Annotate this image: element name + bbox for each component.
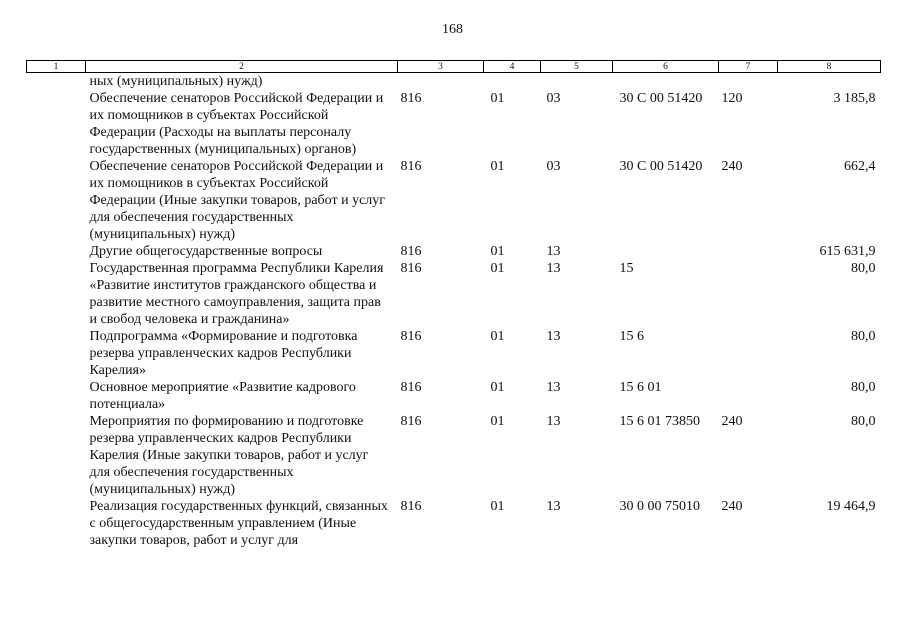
target-article-code: 15 6	[619, 329, 644, 344]
section-code: 01	[490, 159, 505, 174]
section-code: 01	[490, 244, 505, 259]
section-code: 01	[490, 329, 505, 344]
row-number-cell	[27, 413, 86, 498]
item-description: Другие общегосударственные вопросы	[89, 244, 323, 259]
expense-type-code: 120	[721, 91, 743, 106]
row-number-cell	[27, 90, 86, 158]
section-code: 01	[490, 261, 505, 276]
subsection-code: 13	[546, 414, 561, 429]
budget-table	[26, 60, 881, 549]
header-col-5: 5	[541, 61, 613, 73]
expense-type-code	[719, 379, 778, 413]
row-number-cell	[27, 243, 86, 260]
header-col-2: 2	[86, 61, 398, 73]
ministry-code: 816	[400, 380, 422, 395]
target-article-code: 15 6 01 73850	[619, 414, 700, 429]
amount: 80,0	[851, 329, 876, 344]
expense-type-code	[719, 260, 778, 328]
item-description: Мероприятия по формированию и подготовке резерва управленческих кадров Республики Карелия (Иные закупки товаров, работ и услуг для обеспечения государственных (муниципальных) нужд)	[89, 414, 369, 497]
ministry-code: 816	[400, 159, 422, 174]
target-article-code	[613, 73, 719, 91]
table-row	[27, 73, 881, 91]
target-article-code: 30 0 00 75010	[619, 499, 700, 514]
table-row	[27, 328, 881, 379]
ministry-code: 816	[400, 261, 422, 276]
row-number-cell	[27, 73, 86, 91]
item-description: Основное мероприятие «Развитие кадрового потенциала»	[89, 380, 356, 412]
page-number: 168	[442, 22, 463, 37]
section-code: 01	[490, 380, 505, 395]
item-description: Обеспечение сенаторов Российской Федерации и их помощников в субъектах Российской Федерации (Расходы на выплаты персоналу государственных (муниципальных) органов)	[89, 91, 384, 157]
row-number-cell	[27, 379, 86, 413]
amount: 662,4	[844, 159, 876, 174]
target-article-code	[613, 243, 719, 260]
header-col-1: 1	[27, 61, 86, 73]
subsection-code: 13	[546, 244, 561, 259]
table-row	[27, 243, 881, 260]
expense-type-code	[719, 328, 778, 379]
ministry-code: 816	[400, 329, 422, 344]
subsection-code: 03	[546, 159, 561, 174]
target-article-code: 30 С 00 51420	[619, 159, 703, 174]
ministry-code: 816	[400, 414, 422, 429]
header-col-4: 4	[484, 61, 541, 73]
amount: 615 631,9	[819, 244, 876, 259]
section-code: 01	[490, 414, 505, 429]
table-row	[27, 260, 881, 328]
target-article-code: 15	[619, 261, 634, 276]
expense-type-code: 240	[721, 499, 743, 514]
subsection-code	[541, 73, 613, 91]
item-description: Обеспечение сенаторов Российской Федерации и их помощников в субъектах Российской Федерации (Иные закупки товаров, работ и услуг для обеспечения государственных (муниципальных) нужд)	[89, 159, 386, 242]
expense-type-code: 240	[721, 414, 743, 429]
ministry-code	[398, 73, 484, 91]
amount: 3 185,8	[833, 91, 876, 106]
row-number-cell	[27, 328, 86, 379]
header-col-8: 8	[778, 61, 881, 73]
subsection-code: 13	[546, 380, 561, 395]
table-row	[27, 158, 881, 243]
expense-type-code	[719, 243, 778, 260]
row-number-cell	[27, 158, 86, 243]
section-code: 01	[490, 91, 505, 106]
amount: 80,0	[851, 414, 876, 429]
item-description: ных (муниципальных) нужд)	[89, 74, 263, 89]
section-code	[484, 73, 541, 91]
ministry-code: 816	[400, 499, 422, 514]
subsection-code: 03	[546, 91, 561, 106]
target-article-code: 30 С 00 51420	[619, 91, 703, 106]
table-row	[27, 498, 881, 549]
expense-type-code: 240	[721, 159, 743, 174]
expense-type-code	[719, 73, 778, 91]
item-description: Подпрограмма «Формирование и подготовка резерва управленческих кадров Республики Карелия»	[89, 329, 358, 378]
amount	[778, 73, 881, 91]
column-number-header	[27, 61, 881, 73]
subsection-code: 13	[546, 261, 561, 276]
ministry-code: 816	[400, 91, 422, 106]
item-description: Государственная программа Республики Карелия «Развитие институтов гражданского общества и развитие местного самоуправления, защита прав и свобод человека и гражданина»	[89, 261, 384, 327]
header-col-3: 3	[398, 61, 484, 73]
row-number-cell	[27, 260, 86, 328]
amount: 80,0	[851, 380, 876, 395]
item-description: Реализация государственных функций, связанных с общегосударственным управлением (Иные закупки товаров, работ и услуг для	[89, 499, 388, 548]
table-row	[27, 379, 881, 413]
subsection-code: 13	[546, 329, 561, 344]
section-code: 01	[490, 499, 505, 514]
table-row	[27, 90, 881, 158]
ministry-code: 816	[400, 244, 422, 259]
header-col-7: 7	[719, 61, 778, 73]
target-article-code: 15 6 01	[619, 380, 662, 395]
table-row	[27, 413, 881, 498]
amount: 80,0	[851, 261, 876, 276]
amount: 19 464,9	[826, 499, 876, 514]
subsection-code: 13	[546, 499, 561, 514]
header-col-6: 6	[613, 61, 719, 73]
row-number-cell	[27, 498, 86, 549]
